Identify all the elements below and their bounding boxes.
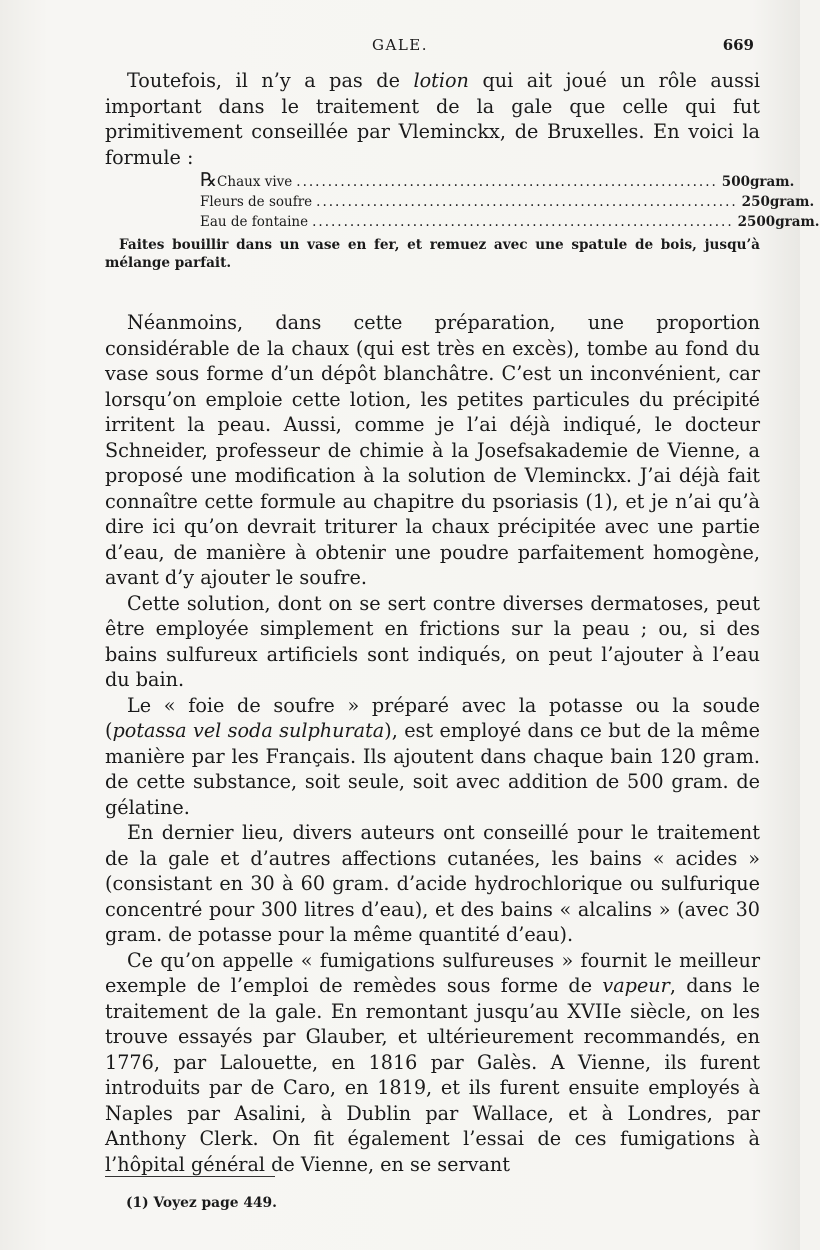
running-title: GALE. xyxy=(372,36,428,54)
formula-item-unit: gram. xyxy=(775,214,820,230)
leader-dots: ................................................................... xyxy=(296,174,718,190)
paragraph-2: Cette solution, dont on se sert contre diverses dermatoses, peut être employée simplement en frictions sur la peau ; ou, si des bains sulfureux artificiels sont indiqués, on peut l’ajouter à l’eau du bain. xyxy=(105,591,760,691)
formula-item-unit: gram. xyxy=(769,194,815,210)
formula-row xyxy=(200,212,820,232)
p3-text-before: Le « foie de soufre » préparé avec la potasse ou la soude ( xyxy=(105,693,760,742)
formula-item-name: Eau de fontaine xyxy=(200,214,309,230)
leader-dots: ................................................................... xyxy=(312,214,734,230)
formula-block xyxy=(200,169,820,232)
formula-row xyxy=(200,192,815,212)
p5-italic: vapeur xyxy=(602,974,670,997)
paragraph-4: En dernier lieu, divers auteurs ont conseillé pour le traitement de la gale et d’autres affections cutanées, les bains « acides » (consistant en 30 à 60 gram. d’acide hydrochlorique ou sulfurique concentré pour 300 litres d’eau), et des bains « alcalins » (avec 30 gram. de potasse pour la même quantité d’eau). xyxy=(105,821,760,946)
leader-dots: ................................................................... xyxy=(316,194,738,210)
paragraph-5 xyxy=(105,948,760,1178)
formula-item-name: Fleurs de soufre xyxy=(200,194,313,210)
formula-item-quantity: 2500 xyxy=(737,214,776,230)
instruction-text: Faites bouillir dans un vase en fer, et remuez avec une spatule de bois, jusqu’à mélange parfait. xyxy=(105,237,760,271)
formula-instruction xyxy=(105,236,760,272)
formula-item-name: Chaux vive xyxy=(217,174,293,190)
footnote: (1) Voyez page 449. xyxy=(126,1195,277,1211)
intro-text-after: qui ait joué un rôle aussi important dans le traitement de la gale que celle qui fut primitivement conseillée par Vleminckx, de Bruxelles. En voici la formule : xyxy=(105,69,760,169)
p3-text-after: ), est employé dans ce but de la même manière par les Français. Ils ajoutent dans chaque bain 120 gram. de cette substance, soit seule, soit avec addition de 500 gram. de gélatine. xyxy=(105,719,761,819)
paragraph-1: Néanmoins, dans cette préparation, une proportion considérable de la chaux (qui est très en excès), tombe au fond du vase sous forme d’un dépôt blanchâtre. C’est un inconvénient, car lorsqu’on emploie cette lotion, les petites particules du précipité irritent la peau. Aussi, comme je l’ai déjà indiqué, le docteur Schneider, professeur de chimie à la Josefsakademie de Vienne, a proposé une modification à la solution de Vleminckx. J’ai déjà fait connaître cette formule au chapitre du psoriasis (1), et je n’ai qu’à dire ici qu’on devrait triturer la chaux précipitée avec une partie d’eau, de manière à obtenir une poudre parfaitement homogène, avant d’y ajouter le soufre. xyxy=(105,311,760,589)
body-text xyxy=(105,310,760,1177)
intro-paragraph xyxy=(105,68,760,170)
formula-row xyxy=(200,169,795,192)
intro-italic-lotion: lotion xyxy=(413,69,469,92)
formula-item-unit: gram. xyxy=(749,174,795,190)
paragraph-3 xyxy=(105,693,760,821)
p5-text-after: , dans le traitement de la gale. En remontant jusqu’au XVIIe siècle, on les trouve essayés par Glauber, et ultérieurement recommandés, en 1776, par Lalouette, en 1816 par Galès. A Vienne, ils furent introduits par de Caro, en 1819, et ils furent ensuite employés à Naples par Asalini, à Dublin par Wallace, et à Londres, par Anthony Clerk. On fit également l’essai de ces fumigations à l’hôpital général de Vienne, en se servant xyxy=(105,974,760,1176)
p5-text-before: Ce qu’on appelle « fumigations sulfureuses » fournit le meilleur exemple de l’emploi de remèdes sous forme de xyxy=(105,948,760,997)
footnote-divider xyxy=(105,1176,275,1177)
intro-text-before: Toutefois, il n’y a pas de xyxy=(127,69,414,92)
page-number: 669 xyxy=(722,36,754,54)
recipe-symbol: ℞ xyxy=(200,169,218,191)
formula-item-quantity: 500 xyxy=(721,174,750,190)
formula-item-quantity: 250 xyxy=(741,194,770,210)
running-head xyxy=(0,34,800,58)
p3-italic: potassa vel soda sulphurata xyxy=(112,719,385,742)
